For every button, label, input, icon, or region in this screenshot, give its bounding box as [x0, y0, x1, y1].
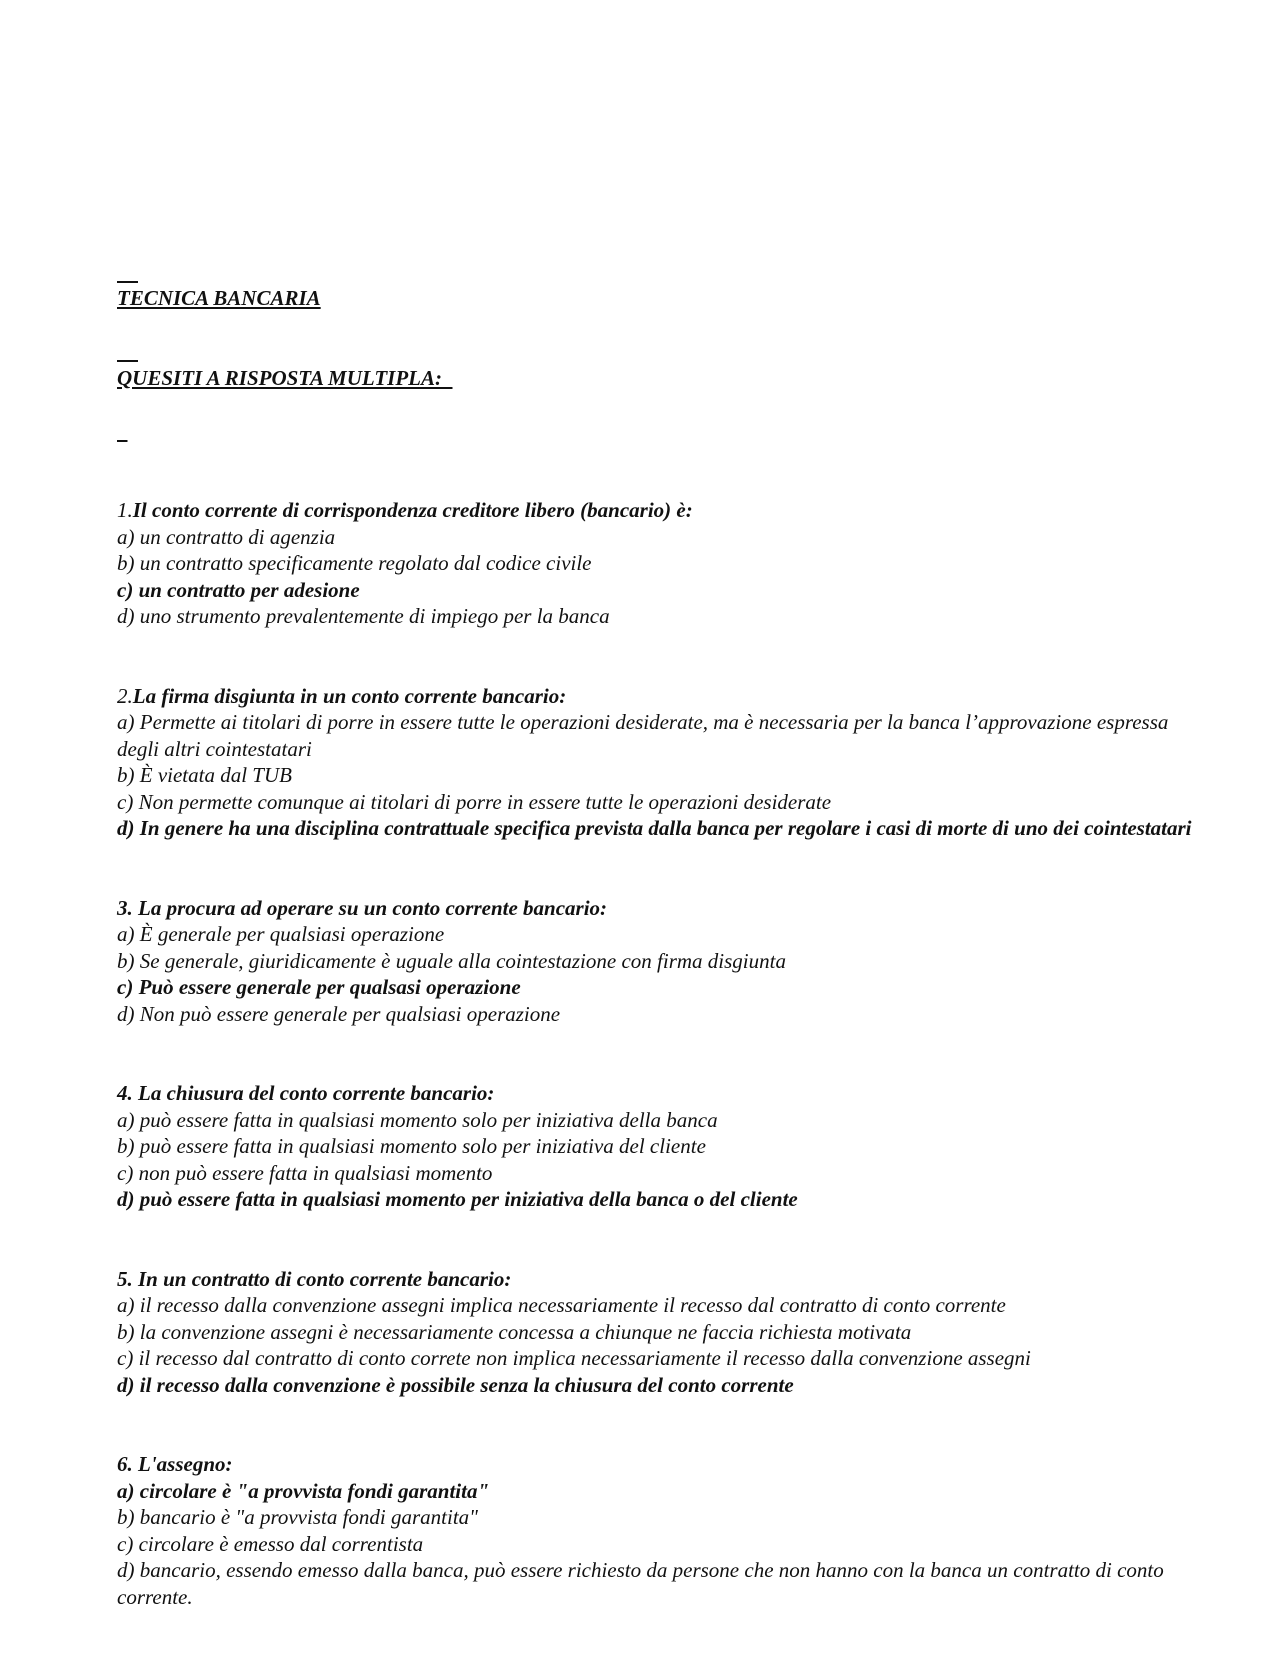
question-number: 6. [117, 1452, 138, 1476]
question-stem [117, 683, 1197, 710]
answer-option: a) un contratto di agenzia [117, 524, 336, 549]
question-1 [117, 497, 1197, 630]
question-3 [117, 895, 1197, 1028]
answer-option: d) Non può essere generale per qualsiasi operazione [117, 1001, 561, 1026]
question-text: L'assegno: [138, 1452, 233, 1476]
question-number: 4. [117, 1081, 138, 1105]
question-number: 2. [117, 683, 133, 708]
question-text: Il conto corrente di corrispondenza creditore libero (bancario) è: [132, 498, 693, 522]
question-stem [117, 497, 1197, 524]
answer-option: b) un contratto specificamente regolato dal codice civile [117, 551, 592, 575]
question-5 [117, 1266, 1197, 1399]
question-text: In un contratto di conto corrente bancario: [138, 1266, 512, 1291]
answer-option: a) il recesso dalla convenzione assegni implica necessariamente il recesso dal contratto di conto corrente [117, 1293, 1006, 1317]
question-stem [117, 1451, 1197, 1478]
answer-option-correct: d) In genere ha una disciplina contrattuale specifica prevista dalla banca per regolare i casi di morte di uno dei cointestatari [117, 816, 1192, 840]
question-6 [117, 1451, 1197, 1610]
question-text: La firma disgiunta in un conto corrente bancario: [132, 683, 567, 708]
question-stem [117, 1266, 1197, 1293]
document-title: TECNICA BANCARIA [117, 286, 321, 310]
question-2 [117, 683, 1197, 842]
answer-option: a) può essere fatta in qualsiasi momento solo per iniziativa della banca [117, 1107, 718, 1132]
answer-option: b) può essere fatta in qualsiasi momento solo per iniziativa del cliente [117, 1134, 706, 1158]
answer-option: c) Non permette comunque ai titolari di porre in essere tutte le operazioni desiderate [117, 789, 832, 814]
question-list [117, 497, 1197, 1610]
answer-option-correct: d) può essere fatta in qualsiasi momento per iniziativa della banca o del cliente [117, 1187, 798, 1211]
answer-option-correct: d) il recesso dalla convenzione è possibile senza la chiusura del conto corrente [117, 1372, 794, 1397]
answer-option: a) È generale per qualsiasi operazione [117, 922, 445, 946]
answer-option: d) bancario, essendo emesso dalla banca, può essere richiesto da persone che non hanno con la banca un contratto di conto corrente. [117, 1558, 1164, 1609]
answer-option: b) È vietata dal TUB [117, 763, 292, 787]
question-number: 1. [117, 498, 133, 522]
answer-option: c) non può essere fatta in qualsiasi momento [117, 1160, 493, 1185]
answer-option: c) il recesso dal contratto di conto correte non implica necessariamente il recesso dalla convenzione assegni [117, 1346, 1031, 1370]
answer-option-correct: c) Può essere generale per qualsasi operazione [117, 975, 521, 999]
question-text: La procura ad operare su un conto corrente bancario: [138, 895, 608, 920]
question-stem [117, 895, 1197, 922]
answer-option: b) bancario è "a provvista fondi garantita" [117, 1505, 478, 1529]
question-number: 5. [117, 1266, 138, 1291]
answer-option-correct: a) circolare è "a provvista fondi garantita" [117, 1478, 490, 1503]
answer-option: b) la convenzione assegni è necessariamente concessa a chiunque ne faccia richiesta motivata [117, 1319, 912, 1344]
answer-option: a) Permette ai titolari di porre in essere tutte le operazioni desiderate, ma è necessaria per la banca l’approvazione espressa degli altri cointestatari [117, 710, 1169, 761]
document-subtitle: QUESITI A RISPOSTA MULTIPLA: [117, 365, 453, 390]
question-4 [117, 1080, 1197, 1213]
document-header [117, 232, 1197, 444]
answer-option: c) circolare è emesso dal correntista [117, 1531, 424, 1556]
question-stem [117, 1080, 1197, 1107]
question-text: La chiusura del conto corrente bancario: [138, 1081, 495, 1105]
answer-option: b) Se generale, giuridicamente è uguale alla cointestazione con firma disgiunta [117, 948, 786, 973]
document-page [117, 232, 1197, 1610]
question-number: 3. [117, 895, 138, 920]
answer-option-correct: c) un contratto per adesione [117, 577, 360, 602]
answer-option: d) uno strumento prevalentemente di impiego per la banca [117, 604, 610, 628]
